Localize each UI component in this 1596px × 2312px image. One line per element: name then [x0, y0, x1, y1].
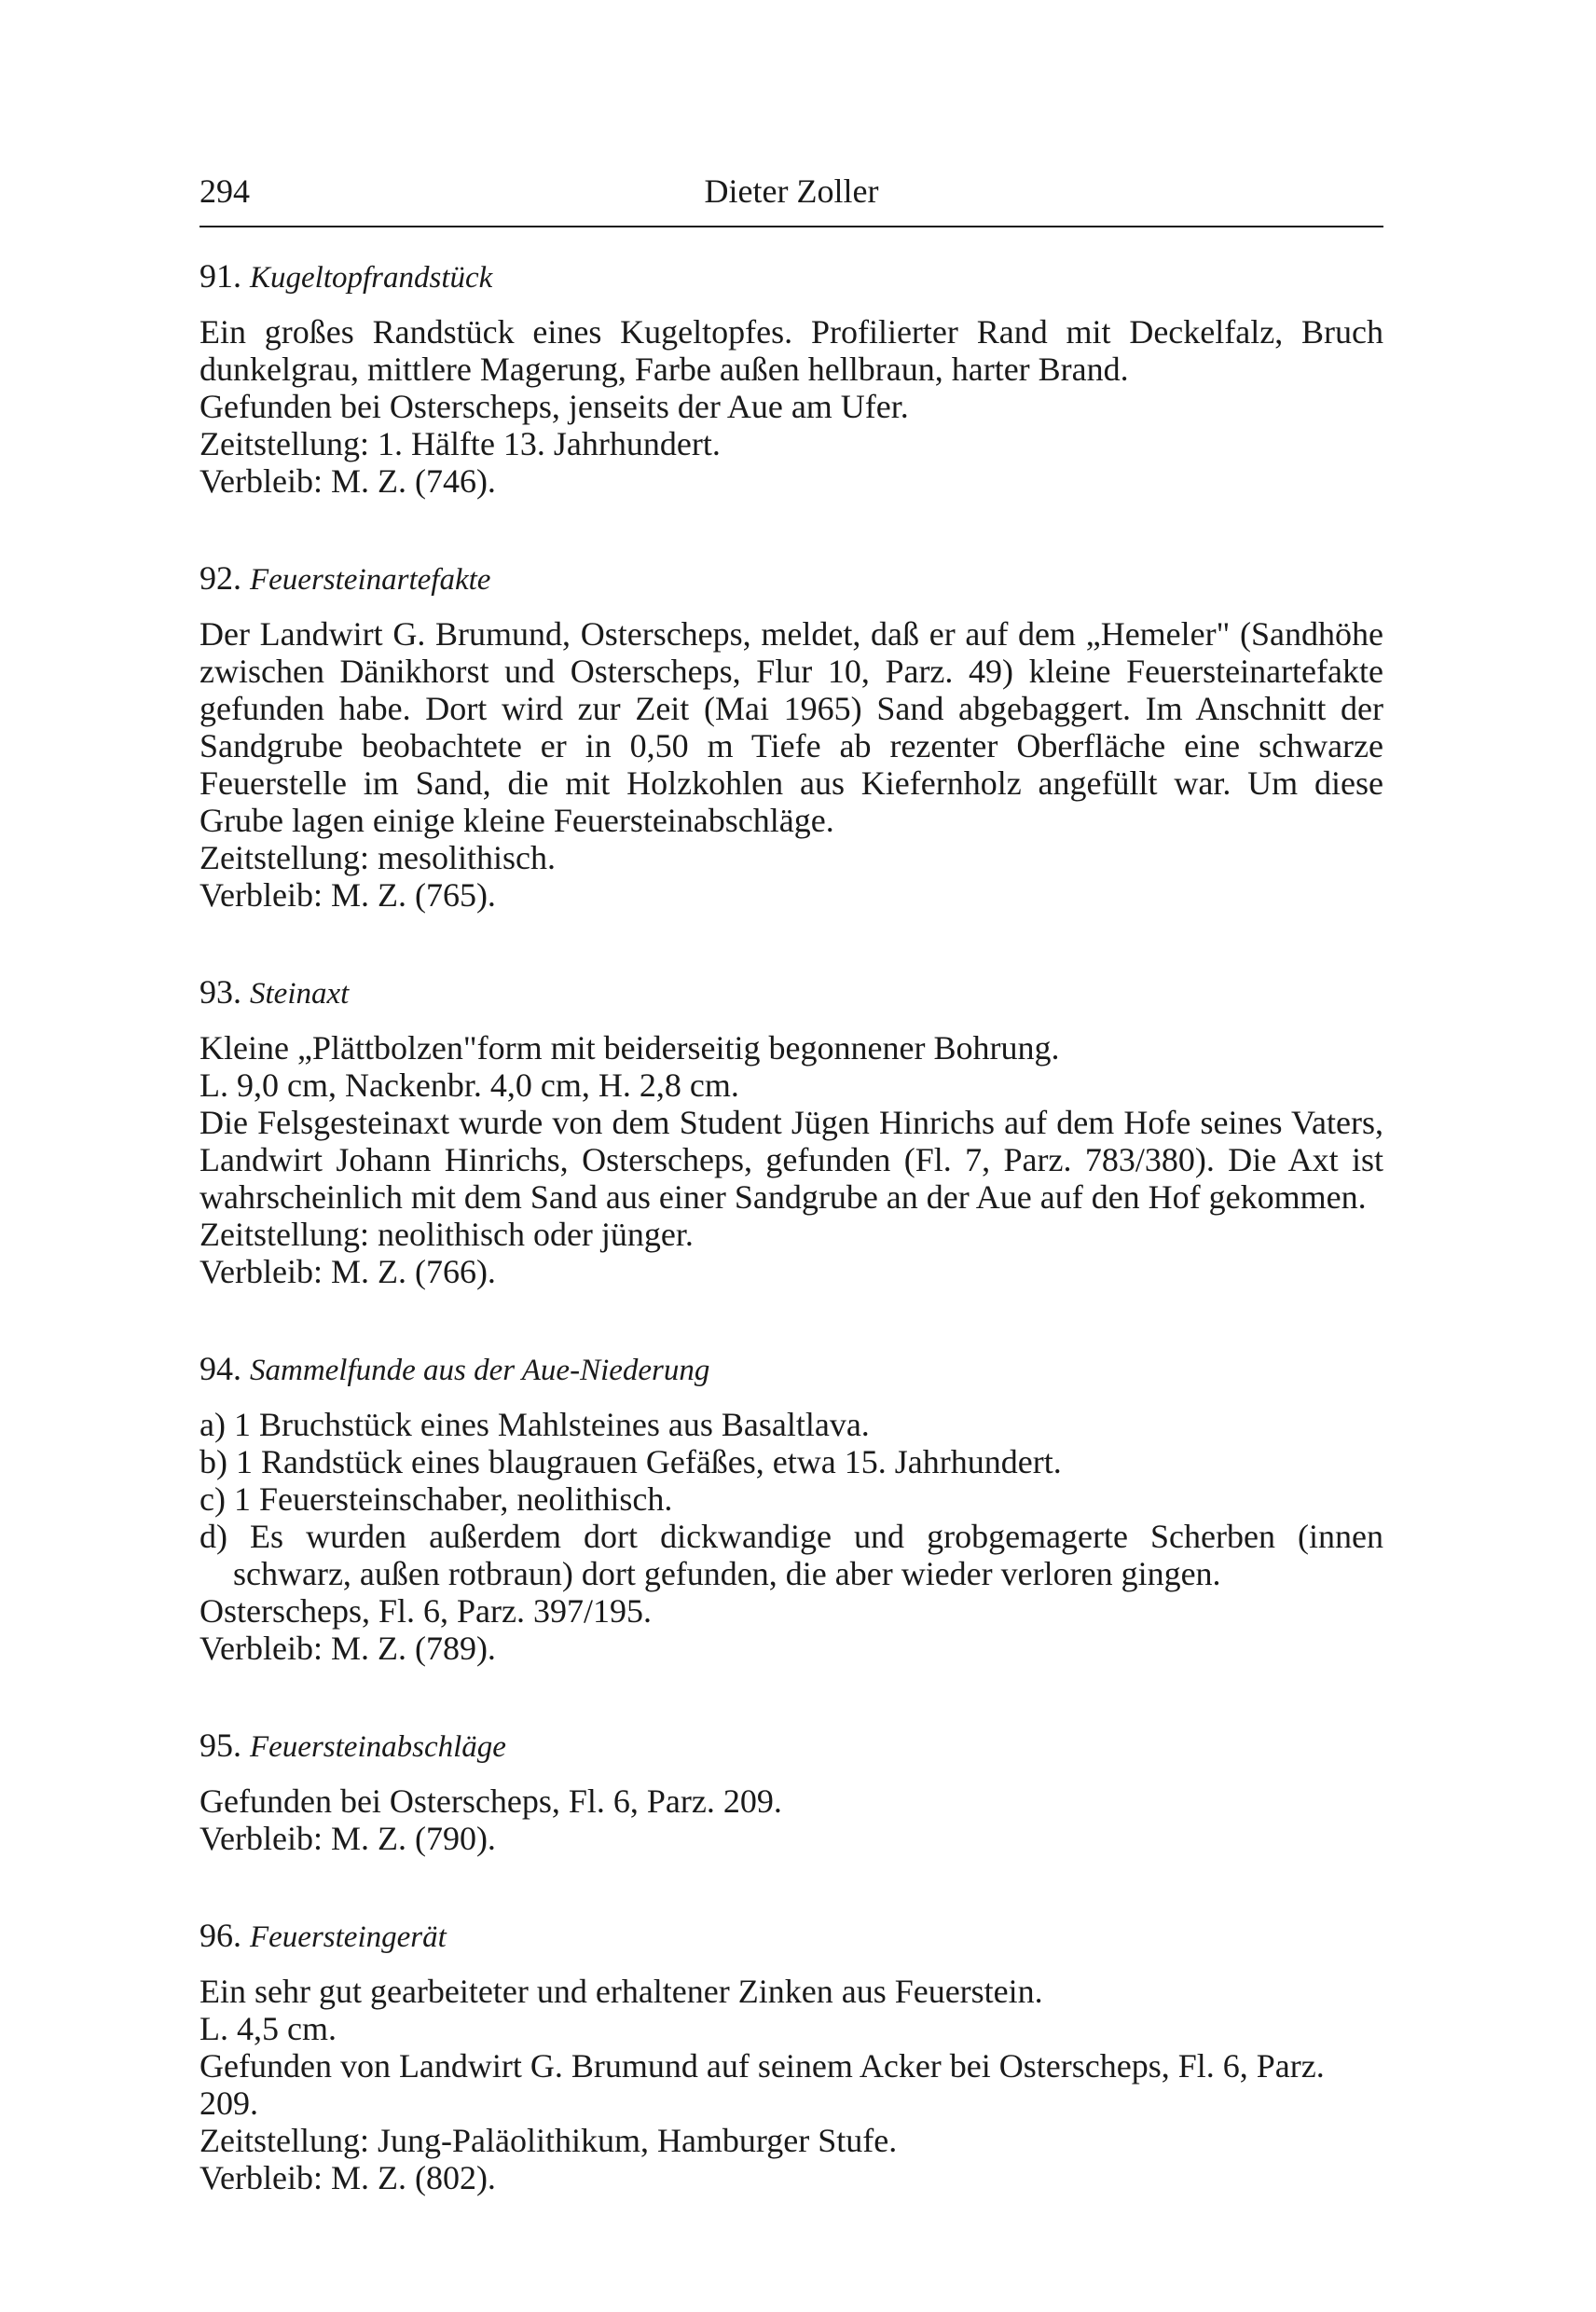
entry-description: Der Landwirt G. Brumund, Osterscheps, meldet, daß er auf dem „Hemeler" (Sandhöhe zwischen Dänikhorst und Osterscheps, Flur 10, Parz. 49) kleine Feuersteinartefakte gefunden habe. Dort wird zur Zeit (Mai 1965) Sand abgebaggert. Im Anschnitt der Sandgrube beobachtete er in 0,50 m Tiefe ab rezenter Oberfläche eine schwarze Feuerstelle im Sand, die mit Holzkohlen aus Kiefernholz angefüllt war. Um diese Grube lagen einige kleine Feuersteinabschläge. — [200, 615, 1383, 839]
entry-number: 92. — [200, 559, 241, 597]
find-location: Osterscheps, Fl. 6, Parz. 397/195. — [200, 1592, 652, 1630]
entry-number: 96. — [200, 1917, 241, 1954]
find-list-item: a) 1 Bruchstück eines Mahlsteines aus Basaltlava. — [200, 1406, 870, 1443]
entry-heading — [200, 1721, 1383, 1771]
repository: Verbleib: M. Z. (802). — [200, 2159, 496, 2196]
object-description: Ein sehr gut gearbeiteter und erhaltener Zinken aus Feuerstein. — [200, 1973, 1043, 2010]
entry-title: Sammelfunde aus der Aue-Niederung — [250, 1354, 710, 1387]
dating: Zeitstellung: mesolithisch. — [200, 839, 556, 876]
entry-91 — [200, 252, 1383, 500]
dimensions: L. 4,5 cm. — [200, 2010, 337, 2047]
entry-95 — [200, 1721, 1383, 1857]
entry-description: Die Felsgesteinaxt wurde von dem Student Jügen Hinrichs auf dem Hofe seines Vaters, Landwirt Johann Hinrichs, Osterscheps, gefunden (Fl. 7, Parz. 783/380). Die Axt ist wahrscheinlich mit dem Sand aus einer Sandgrube an der Aue auf den Hof gekommen. — [200, 1104, 1383, 1216]
dating: Zeitstellung: 1. Hälfte 13. Jahrhundert. — [200, 425, 721, 462]
entry-title: Feuersteinabschläge — [250, 1730, 506, 1764]
entry-93 — [200, 968, 1383, 1290]
entry-title: Kugeltopfrandstück — [250, 261, 493, 295]
find-location: Gefunden bei Osterscheps, jenseits der Aue am Ufer. — [200, 388, 909, 425]
entries — [200, 252, 1383, 2196]
entry-92 — [200, 554, 1383, 914]
repository: Verbleib: M. Z. (746). — [200, 462, 496, 500]
find-list-item: b) 1 Randstück eines blaugrauen Gefäßes, etwa 15. Jahrhundert. — [200, 1443, 1062, 1480]
entry-94 — [200, 1344, 1383, 1667]
find-list-item: c) 1 Feuersteinschaber, neolithisch. — [200, 1480, 673, 1518]
repository: Verbleib: M. Z. (766). — [200, 1253, 496, 1290]
running-title: Dieter Zoller — [704, 172, 879, 210]
entry-title: Steinaxt — [250, 977, 350, 1011]
entry-heading — [200, 554, 1383, 604]
dimensions: L. 9,0 cm, Nackenbr. 4,0 cm, H. 2,8 cm. — [200, 1067, 739, 1104]
entry-number: 94. — [200, 1350, 241, 1387]
repository: Verbleib: M. Z. (765). — [200, 876, 496, 914]
entry-title: Feuersteinartefakte — [250, 563, 491, 597]
entry-heading — [200, 1911, 1383, 1961]
entry-heading — [200, 252, 1383, 302]
entry-title: Feuersteingerät — [250, 1920, 447, 1954]
repository: Verbleib: M. Z. (789). — [200, 1630, 496, 1667]
find-list-item: d) Es wurden außerdem dort dickwandige und grobgemagerte Scherben (innen schwarz, außen rotbraun) dort gefunden, die aber wieder verloren gingen. — [200, 1518, 1383, 1592]
dating: Zeitstellung: Jung-Paläolithikum, Hamburger Stufe. — [200, 2122, 898, 2159]
find-location: Gefunden bei Osterscheps, Fl. 6, Parz. 209. — [200, 1782, 782, 1820]
repository: Verbleib: M. Z. (790). — [200, 1820, 496, 1857]
header-rule — [200, 226, 1383, 227]
entry-description: Ein großes Randstück eines Kugeltopfes. Profilierter Rand mit Deckelfalz, Bruch dunkelgrau, mittlere Magerung, Farbe außen hellbraun, harter Brand. — [200, 313, 1383, 388]
entry-number: 91. — [200, 257, 241, 295]
running-head — [200, 168, 1383, 214]
page-number: 294 — [200, 172, 250, 210]
entry-96 — [200, 1911, 1383, 2196]
find-location: Gefunden von Landwirt G. Brumund auf seinem Acker bei Osterscheps, Fl. 6, Parz. 209. — [200, 2047, 1325, 2122]
entry-heading — [200, 968, 1383, 1018]
dating: Zeitstellung: neolithisch oder jünger. — [200, 1216, 694, 1253]
entry-number: 93. — [200, 973, 241, 1011]
document-page — [200, 168, 1383, 2250]
object-description: Kleine „Plättbolzen"form mit beiderseitig begonnener Bohrung. — [200, 1029, 1060, 1067]
entry-number: 95. — [200, 1727, 241, 1764]
entry-heading — [200, 1344, 1383, 1395]
